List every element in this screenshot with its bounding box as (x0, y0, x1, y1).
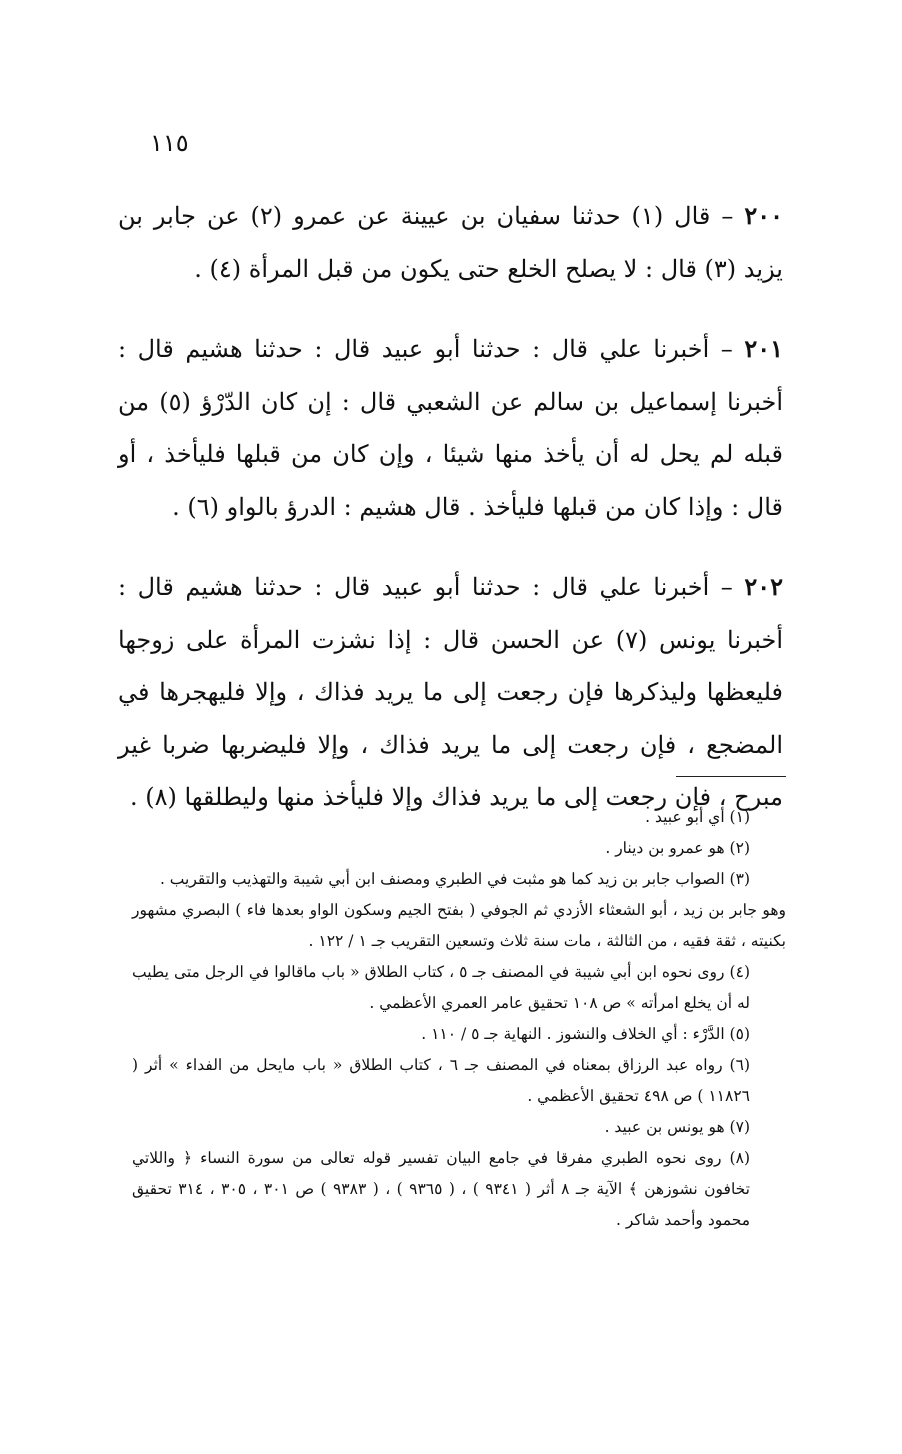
footnote-4: (٤) روى نحوه ابن أبي شيبة في المصنف جـ ٥ ، كتاب الطلاق « باب ماقالوا في الرجل متى يطيب له أن يخلع امرأته » ص ١٠٨ تحقيق عامر العمري الأعظمي . (132, 963, 750, 1012)
footnote-3: (٣) الصواب جابر بن زيد كما هو مثبت في الطبري ومصنف ابن أبي شيبة والتهذيب والتقريب . (159, 870, 750, 888)
footnote-8: (٨) روى نحوه الطبري مفرقا في جامع البيان تفسير قوله تعالى من سورة النساء ﴿ واللاتي تخافون نشوزهن ﴾ الآية جـ ٨ أثر ( ٩٣٤١ ) ، ( ٩٣٦٥ ) ، ( ٩٣٨٣ ) ص ٣٠١ ، ٣٠٥ ، ٣١٤ تحقيق محمود وأحمد شاكر . (132, 1149, 750, 1229)
paragraph-200 (118, 190, 783, 295)
hadith-number: ٢٠١ (744, 334, 783, 363)
footnotes (132, 802, 786, 1236)
paragraph-202 (118, 561, 783, 824)
footnote-5: (٥) الدَّرْء : أي الخلاف والنشوز . النهاية جـ ٥ / ١١٠ . (421, 1025, 750, 1043)
paragraph-text: – أخبرنا علي قال : حدثنا أبو عبيد قال : حدثنا هشيم قال : أخبرنا إسماعيل بن سالم عن الشعبي قال : إن كان الدّرْؤ (٥) من قبله لم يحل له أن يأخذ منها شيئا ، وإن كان من قبلها فليأخذ ، أو قال : وإذا كان من قبلها فليأخذ . قال هشيم : الدرؤ بالواو (٦) . (118, 335, 783, 521)
footnote-2: (٢) هو عمرو بن دينار . (605, 839, 750, 857)
hadith-number: ٢٠٠ (744, 201, 783, 230)
hadith-number: ٢٠٢ (744, 572, 783, 601)
footnote-7: (٧) هو يونس بن عبيد . (604, 1118, 750, 1136)
footnote-3-continued: وهو جابر بن زيد ، أبو الشعثاء الأزدي ثم الجوفي ( بفتح الجيم وسكون الواو بعدها فاء ) البصري مشهور بكنيته ، ثقة فقيه ، من الثالثة ، مات سنة ثلاث وتسعين التقريب جـ ١ / ١٢٢ . (132, 901, 786, 950)
footnote-6: (٦) رواه عبد الرزاق بمعناه في المصنف جـ ٦ ، كتاب الطلاق « باب مايحل من الفداء » أثر ( ١١٨٢٦ ) ص ٤٩٨ تحقيق الأعظمي . (132, 1056, 750, 1105)
footnote-1: (١) أي أبو عبيد . (645, 808, 750, 826)
page-number: ١١٥ (150, 129, 189, 157)
footnote-separator (676, 776, 786, 777)
paragraph-text: – أخبرنا علي قال : حدثنا أبو عبيد قال : حدثنا هشيم قال : أخبرنا يونس (٧) عن الحسن قال : إذا نشزت المرأة على زوجها فليعظها وليذكرها فإن رجعت إلى ما يريد فذاك ، وإلا فليهجرها في المضجع ، فإن رجعت إلى ما يريد فذاك ، وإلا فليضربها ضربا غير مبرح ، فإن رجعت إلى ما يريد فذاك وإلا فليأخذ منها وليطلقها (٨) . (118, 573, 783, 811)
main-text (118, 190, 783, 852)
paragraph-201 (118, 323, 783, 533)
paragraph-text: – قال (١) حدثنا سفيان بن عيينة عن عمرو (٢) عن جابر بن يزيد (٣) قال : لا يصلح الخلع حتى يكون من قبل المرأة (٤) . (118, 202, 783, 283)
